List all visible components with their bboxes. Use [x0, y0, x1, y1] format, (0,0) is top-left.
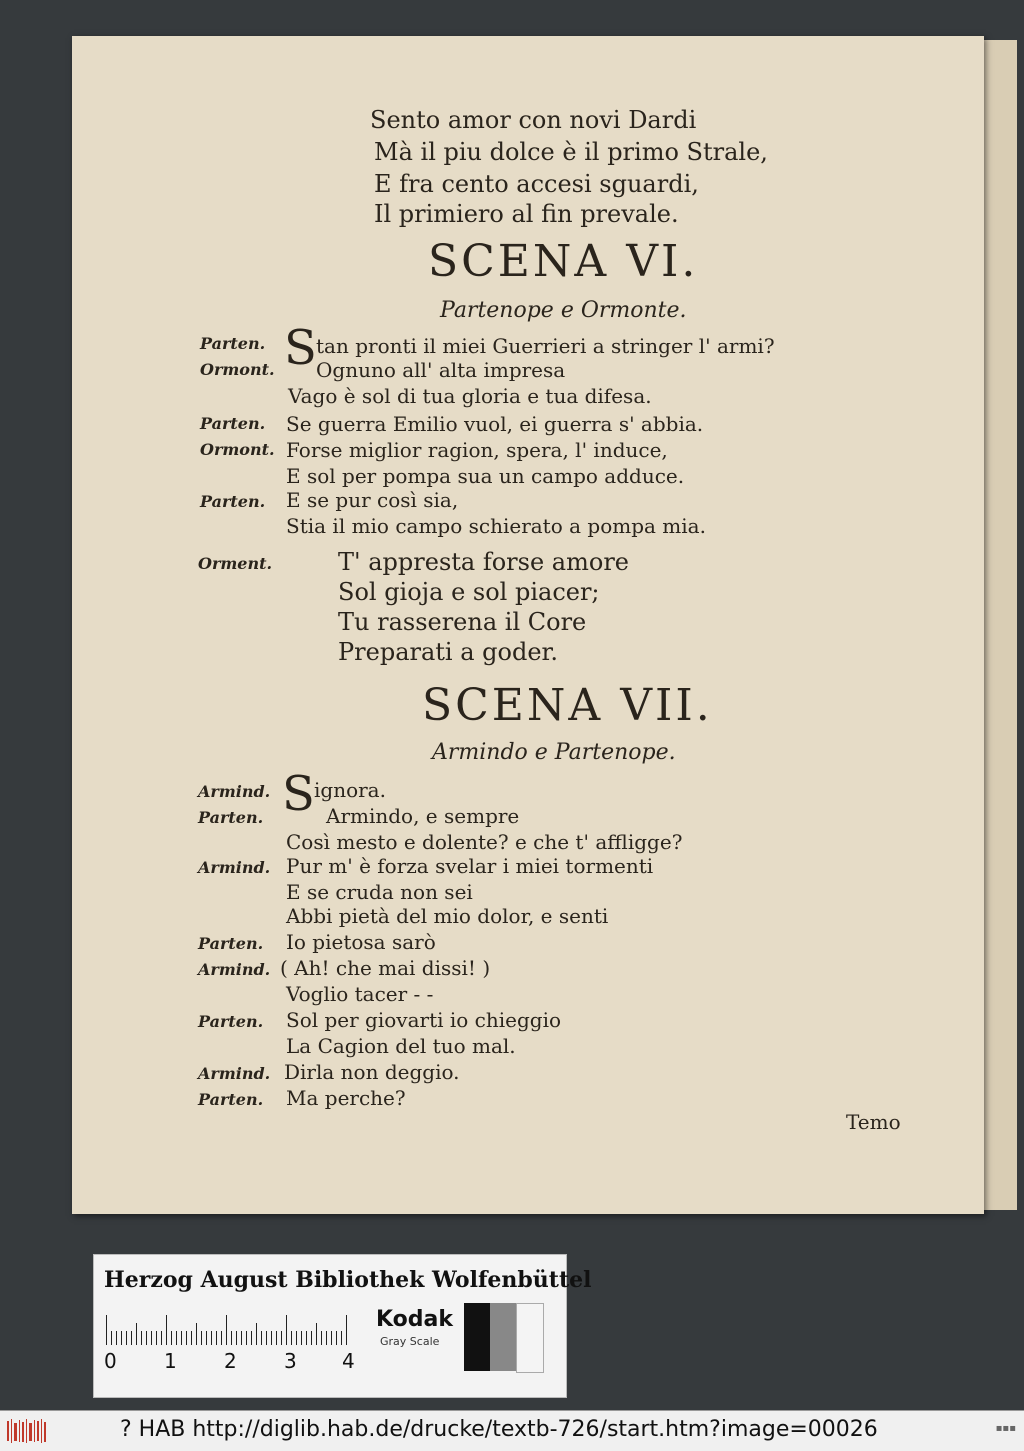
ruler-tick: [196, 1323, 197, 1345]
gray-swatch-mid: [490, 1303, 516, 1371]
dialogue-line: ( Ah! che mai dissi! ): [280, 956, 491, 980]
ruler-tick: [256, 1323, 257, 1345]
ruler-tick: [261, 1331, 262, 1345]
ruler-tick: [216, 1331, 217, 1345]
ruler-tick: [181, 1331, 182, 1345]
gray-swatch-white: [516, 1303, 544, 1373]
speaker-label: Parten.: [198, 1012, 264, 1031]
dialogue-line: Forse miglior ragion, spera, l' induce,: [286, 438, 668, 462]
ruler-tick: [211, 1331, 212, 1345]
speaker-label: Armind.: [198, 782, 271, 801]
ruler-tick: [311, 1331, 312, 1345]
barcode-icon: [6, 1417, 48, 1445]
dialogue-line: tan pronti il miei Guerrieri a stringer l' armi?: [316, 334, 775, 358]
speaker-label: Armind.: [198, 1064, 271, 1083]
ruler-tick: [111, 1331, 112, 1345]
ruler-tick: [321, 1331, 322, 1345]
ruler-tick: [286, 1315, 287, 1345]
ruler-tick: [316, 1323, 317, 1345]
catchword: Temo: [846, 1110, 901, 1134]
ruler-number: 1: [164, 1349, 177, 1373]
dialogue-line: La Cagion del tuo mal.: [286, 1034, 516, 1058]
verse-line: Il primiero al fin prevale.: [374, 200, 679, 228]
ruler-tick: [176, 1331, 177, 1345]
ruler-number: 3: [284, 1349, 297, 1373]
dialogue-line: Armindo, e sempre: [326, 804, 520, 828]
aria-line: Preparati a goder.: [338, 638, 559, 666]
ruler-tick: [116, 1331, 117, 1345]
ruler-tick: [186, 1331, 187, 1345]
aria-line: T' appresta forse amore: [338, 548, 629, 576]
ruler-tick: [141, 1331, 142, 1345]
ruler-tick: [231, 1331, 232, 1345]
ruler-tick: [146, 1331, 147, 1345]
gray-swatch-black: [464, 1303, 490, 1371]
dialogue-line: Dirla non deggio.: [284, 1060, 460, 1084]
ruler-tick: [296, 1331, 297, 1345]
dialogue-line: Pur m' è forza svelar i miei tormenti: [286, 854, 654, 878]
scene-title: SCENA VI.: [428, 236, 699, 287]
verse-line: Sento amor con novi Dardi: [370, 106, 697, 134]
scene-subtitle: Armindo e Partenope.: [432, 740, 676, 765]
scene-subtitle: Partenope e Ormonte.: [440, 298, 687, 323]
ruler-tick: [281, 1331, 282, 1345]
speaker-label: Parten.: [198, 808, 264, 827]
more-icon[interactable]: ▪▪▪: [995, 1423, 1016, 1434]
ruler-tick: [266, 1331, 267, 1345]
library-name: Herzog August Bibliothek Wolfenbüttel: [104, 1267, 592, 1293]
ruler-number: 4: [342, 1349, 355, 1373]
ruler-number: 0: [104, 1349, 117, 1373]
drop-capital: S: [282, 766, 315, 822]
ruler-tick: [121, 1331, 122, 1345]
ruler-tick: [241, 1331, 242, 1345]
ruler-tick: [156, 1331, 157, 1345]
dialogue-line: Abbi pietà del mio dolor, e senti: [286, 904, 609, 928]
ruler-tick: [236, 1331, 237, 1345]
ruler-tick: [331, 1331, 332, 1345]
speaker-label: Parten.: [200, 334, 266, 353]
dialogue-line: Se guerra Emilio vuol, ei guerra s' abbia.: [286, 412, 704, 436]
dialogue-line: Stia il mio campo schierato a pompa mia.: [286, 514, 706, 538]
verse-line: Mà il piu dolce è il primo Strale,: [374, 138, 768, 166]
ruler-tick: [136, 1323, 137, 1345]
ruler-tick: [291, 1331, 292, 1345]
library-color-card: [93, 1254, 592, 1398]
ruler-tick: [336, 1331, 337, 1345]
aria-line: Tu rasserena il Core: [338, 608, 587, 636]
scene-title: SCENA VII.: [422, 680, 713, 731]
speaker-label: Armind.: [198, 960, 271, 979]
dialogue-line: E se pur così sia,: [286, 488, 459, 512]
gray-scale-label: Gray Scale: [380, 1335, 440, 1348]
speaker-label: Ormont.: [200, 360, 275, 379]
ruler-number: 2: [224, 1349, 237, 1373]
drop-capital: S: [284, 320, 317, 376]
dialogue-line: E se cruda non sei: [286, 880, 473, 904]
verse-line: E fra cento accesi sguardi,: [374, 170, 699, 198]
ruler-tick: [126, 1331, 127, 1345]
speaker-label: Parten.: [200, 492, 266, 511]
ruler-tick: [206, 1331, 207, 1345]
ruler-tick: [226, 1315, 227, 1345]
dialogue-line: Sol per giovarti io chieggio: [286, 1008, 562, 1032]
ruler-tick: [166, 1315, 167, 1345]
speaker-label: Parten.: [198, 934, 264, 953]
ruler-tick: [306, 1331, 307, 1345]
dialogue-line: E sol per pompa sua un campo adduce.: [286, 464, 685, 488]
speaker-label: Orment.: [198, 554, 273, 573]
ruler-tick: [221, 1331, 222, 1345]
ruler-tick: [151, 1331, 152, 1345]
ruler-tick: [191, 1331, 192, 1345]
ruler-tick: [346, 1315, 347, 1345]
ruler-tick: [276, 1331, 277, 1345]
aria-line: Sol gioja e sol piacer;: [338, 578, 600, 606]
page-url[interactable]: ? HAB http://diglib.hab.de/drucke/textb-726/start.htm?image=00026: [120, 1417, 878, 1442]
dialogue-line: Così mesto e dolente? e che t' affligge?: [286, 830, 683, 854]
kodak-logo: Kodak: [376, 1307, 453, 1332]
speaker-label: Ormont.: [200, 440, 275, 459]
dialogue-line: Ognuno all' alta impresa: [316, 358, 566, 382]
book-page: [72, 36, 984, 1214]
speaker-label: Armind.: [198, 858, 271, 877]
ruler-tick: [301, 1331, 302, 1345]
ruler: [106, 1313, 356, 1345]
dialogue-line: Ma perche?: [286, 1086, 406, 1110]
ruler-tick: [201, 1331, 202, 1345]
ruler-tick: [106, 1315, 107, 1345]
ruler-tick: [246, 1331, 247, 1345]
ruler-tick: [341, 1331, 342, 1345]
status-bar: [0, 1410, 1024, 1451]
speaker-label: Parten.: [198, 1090, 264, 1109]
ruler-tick: [326, 1331, 327, 1345]
ruler-tick: [251, 1331, 252, 1345]
dialogue-line: Vago è sol di tua gloria e tua difesa.: [288, 384, 652, 408]
ruler-tick: [171, 1331, 172, 1345]
dialogue-line: ignora.: [314, 778, 386, 802]
speaker-label: Parten.: [200, 414, 266, 433]
ruler-tick: [131, 1331, 132, 1345]
dialogue-line: Voglio tacer - -: [286, 982, 434, 1006]
dialogue-line: Io pietosa sarò: [286, 930, 436, 954]
ruler-tick: [161, 1331, 162, 1345]
ruler-tick: [271, 1331, 272, 1345]
